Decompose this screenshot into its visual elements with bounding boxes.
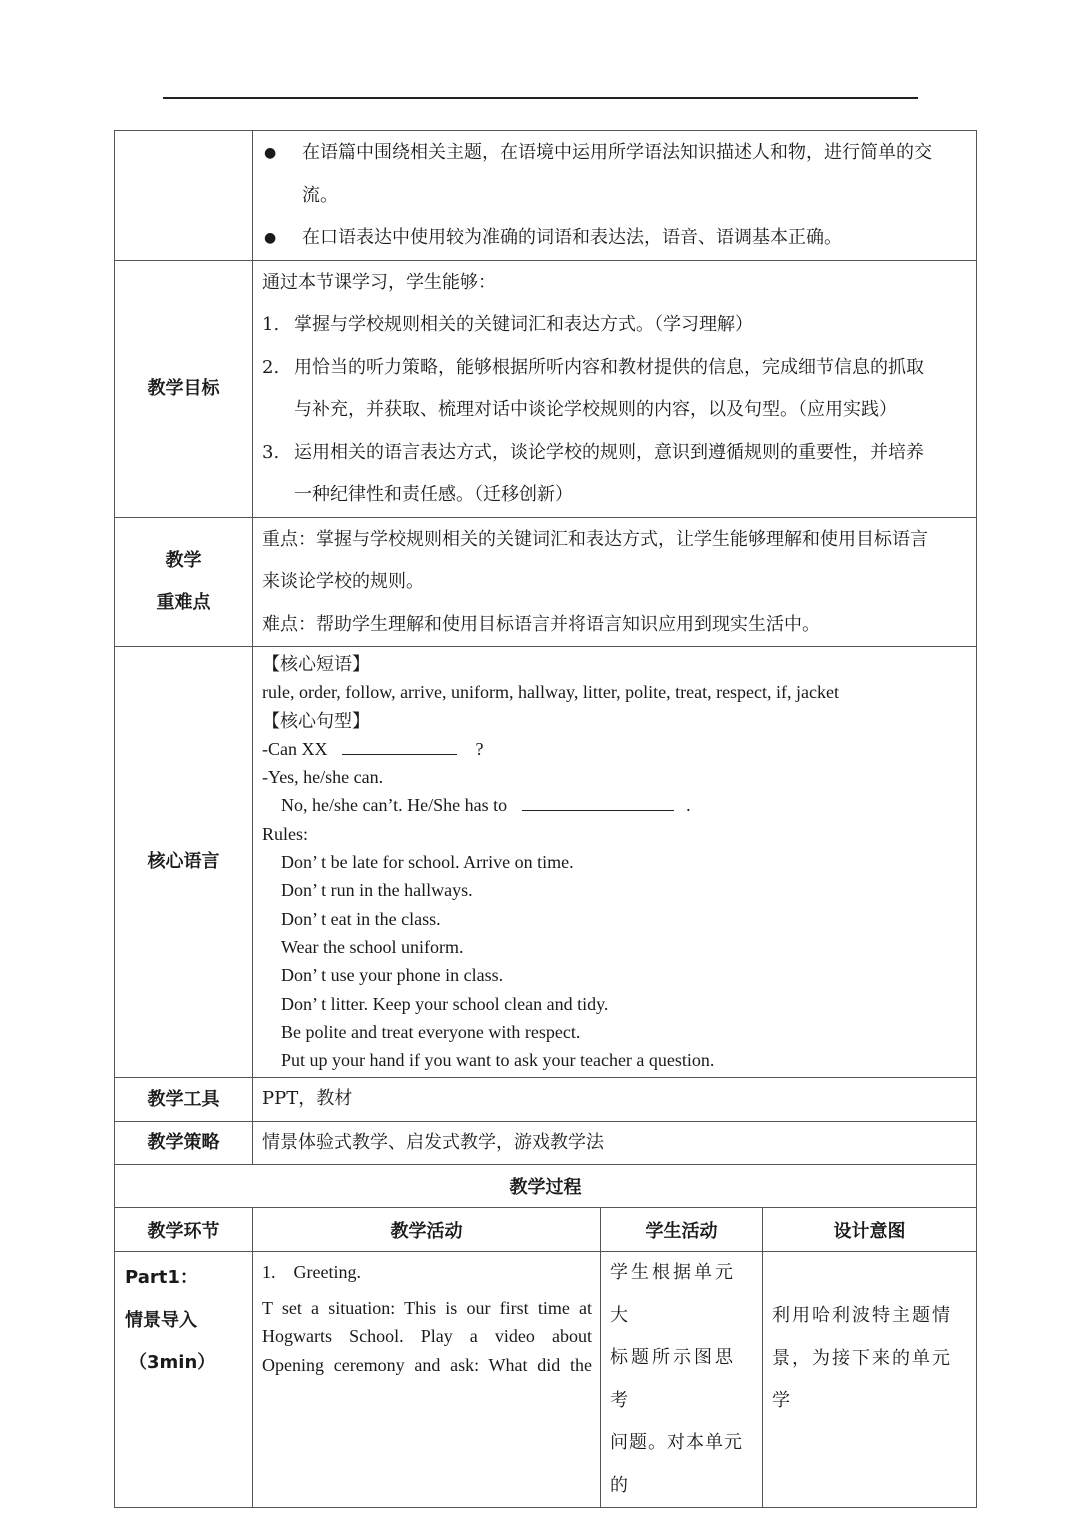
pattern-answer-yes: -Yes, he/she can.	[262, 767, 384, 788]
part1-intent-cell	[763, 1252, 977, 1508]
process-title-row	[115, 1165, 977, 1208]
pattern-answer-no-text: No, he/she can’t. He/She has to	[281, 795, 508, 816]
tools-row	[115, 1078, 977, 1122]
patterns-heading: 【核心句型】	[262, 710, 370, 731]
rule-item: Don’ t run in the hallways.	[281, 880, 473, 901]
phrases-list: rule, order, follow, arrive, uniform, hallway, litter, polite, treat, respect, if, jacket	[262, 682, 840, 703]
key-point-line: 重点：掌握与学校规则相关的关键词汇和表达方式，让学生能够理解和使用目标语言	[262, 528, 928, 550]
header-teacher-activity: 教学活动	[253, 1208, 601, 1252]
objectives-label: 教学目标	[115, 260, 253, 517]
part1-duration: （3min）	[129, 1352, 216, 1374]
key-points-row	[115, 517, 977, 647]
student-line: 问题。对本单元的	[610, 1432, 743, 1496]
header-student-activity: 学生活动	[601, 1208, 763, 1252]
core-language-label: 核心语言	[115, 647, 253, 1078]
key-points-label-line1: 教学	[165, 549, 202, 571]
objective-text-continued: 一种纪律性和责任感。（迁移创新）	[294, 484, 573, 505]
objective-text: 运用相关的语言表达方式，谈论学校的规则，意识到遵循规则的重要性，并培养	[294, 441, 924, 463]
header-rule	[163, 97, 918, 99]
bullet-dot-icon: ●	[264, 145, 277, 161]
key-points-label	[115, 517, 253, 647]
bullet-item	[262, 217, 968, 260]
process-title: 教学过程	[115, 1165, 977, 1208]
pattern-answer-period: .	[686, 795, 691, 816]
intro-label-cell	[115, 131, 253, 261]
intro-bullets-cell	[253, 131, 977, 261]
phrases-heading: 【核心短语】	[262, 654, 370, 674]
difficult-point-line: 难点：帮助学生理解和使用目标语言并将语言知识应用到现实生活中。	[262, 613, 820, 635]
rule-item: Be polite and treat everyone with respect.	[281, 1021, 581, 1042]
strategy-value: 情景体验式教学、启发式教学，游戏教学法	[253, 1121, 977, 1165]
intent-line: 景，为接下来的单元学	[772, 1347, 952, 1412]
objectives-cell	[253, 260, 977, 517]
rule-item: Put up your hand if you want to ask your teacher a question.	[281, 1050, 715, 1071]
bullet-text: 在语篇中围绕相关主题，在语境中运用所学语法知识描述人和物，进行简单的交	[302, 142, 932, 163]
part1-title: Part1：	[125, 1267, 198, 1289]
part1-activity-cell	[253, 1252, 601, 1508]
activity-line: Hogwarts School. Play a video about	[262, 1326, 592, 1347]
objectives-lead: 通过本节课学习，学生能够：	[262, 271, 496, 293]
objective-item	[262, 347, 968, 390]
objective-number: 2.	[262, 356, 280, 378]
intent-line: 利用哈利波特主题情	[772, 1305, 952, 1327]
objective-text-continued: 与补充，并获取、梳理对话中谈论学校规则的内容，以及句型。（应用实践）	[294, 399, 897, 420]
objective-number: 1.	[262, 314, 280, 335]
tools-value: PPT，教材	[253, 1078, 977, 1122]
intro-row	[115, 131, 977, 261]
key-points-label-line2: 重难点	[156, 591, 211, 613]
core-language-cell	[253, 647, 977, 1078]
header-design-intent: 设计意图	[763, 1208, 977, 1252]
rules-heading: Rules:	[262, 823, 309, 844]
rule-item: Don’ t eat in the class.	[281, 908, 441, 929]
rule-item: Don’ t be late for school. Arrive on time.	[281, 852, 574, 873]
activity-line: T set a situation: This is our first time at	[262, 1297, 592, 1318]
rule-item: Wear the school uniform.	[281, 936, 464, 957]
objective-item	[262, 432, 968, 475]
activity-line: Opening ceremony and ask: What did the	[262, 1354, 592, 1375]
pattern-question-text: -Can XX	[262, 738, 328, 759]
objective-text: 掌握与学校规则相关的关键词汇和表达方式。（学习理解）	[294, 314, 753, 335]
strategy-label: 教学策略	[115, 1121, 253, 1165]
student-line: 学生根据单元大	[610, 1262, 736, 1326]
pattern-question	[262, 735, 970, 763]
question-blank	[342, 736, 457, 755]
answer-blank	[522, 792, 674, 811]
bullet-continuation	[262, 175, 968, 218]
rule-item: Don’ t litter. Keep your school clean and tidy.	[281, 993, 609, 1014]
objective-item	[262, 304, 968, 347]
pattern-answer-no	[262, 791, 970, 819]
activity-title: 1. Greeting.	[262, 1262, 361, 1283]
objective-text: 用恰当的听力策略，能够根据所听内容和教材提供的信息，完成细节信息的抓取	[294, 356, 924, 378]
bullet-item	[262, 132, 968, 175]
header-stage: 教学环节	[115, 1208, 253, 1252]
bullet-text: 在口语表达中使用较为准确的词语和表达法，语音、语调基本正确。	[302, 227, 842, 248]
objective-number: 3.	[262, 441, 280, 463]
strategy-row	[115, 1121, 977, 1165]
lesson-plan-table	[114, 130, 977, 1508]
key-points-cell	[253, 517, 977, 647]
key-point-line: 来谈论学校的规则。	[262, 571, 424, 592]
pattern-question-mark: ?	[475, 738, 484, 759]
objectives-row	[115, 260, 977, 517]
student-line: 标题所示图思考	[610, 1347, 736, 1411]
bullet-text: 流。	[302, 184, 338, 206]
part1-subtitle: 情景导入	[125, 1309, 197, 1331]
bullet-dot-icon: ●	[264, 230, 277, 246]
core-language-row	[115, 647, 977, 1078]
part1-student-cell	[601, 1252, 763, 1508]
tools-label: 教学工具	[115, 1078, 253, 1122]
process-header-row	[115, 1208, 977, 1252]
part1-stage-cell	[115, 1252, 253, 1508]
rule-item: Don’ t use your phone in class.	[281, 965, 504, 986]
part1-row	[115, 1252, 977, 1508]
